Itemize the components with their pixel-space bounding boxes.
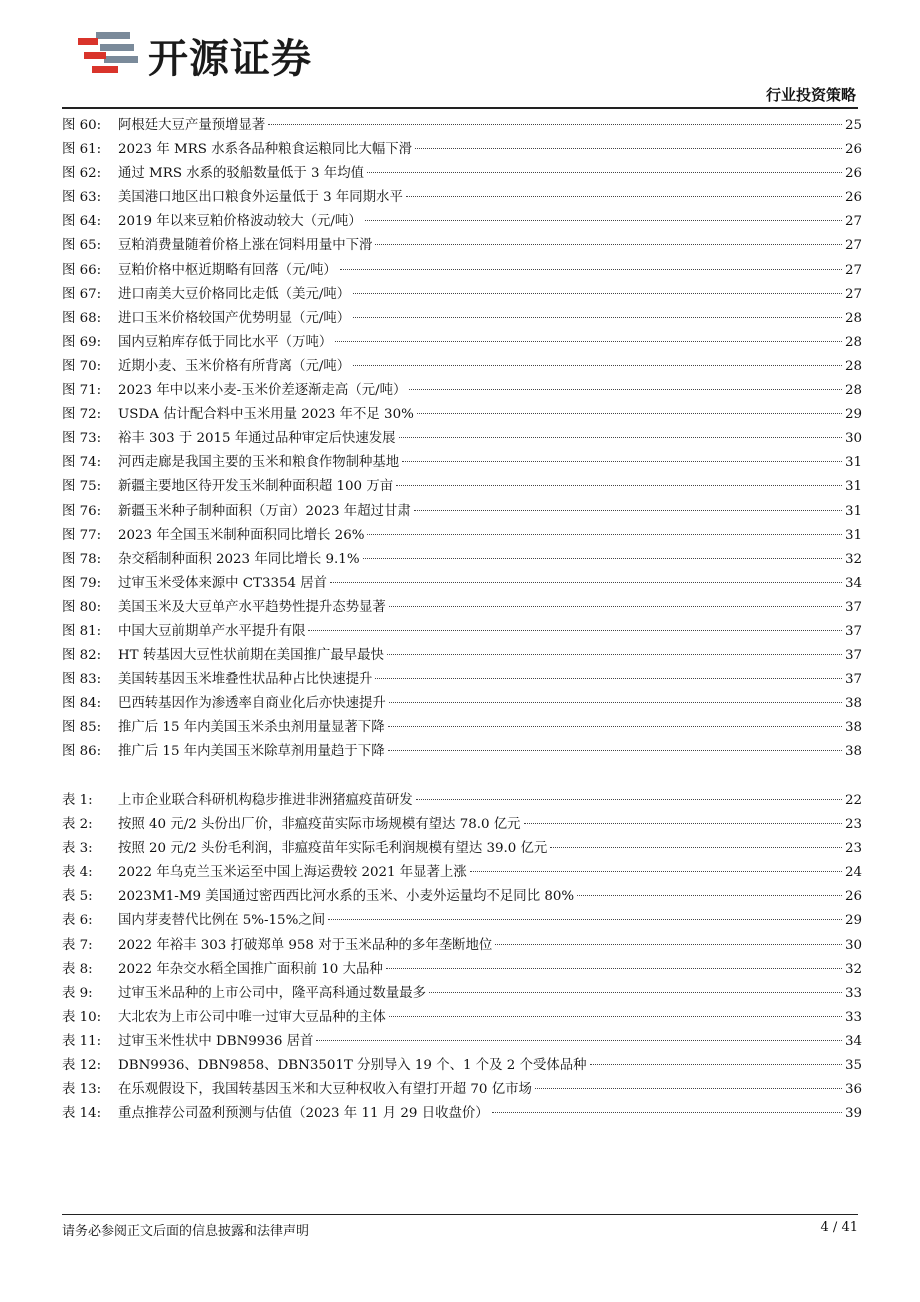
figure-entry-page: 28 [844, 358, 862, 374]
figure-entry-page: 37 [844, 623, 862, 639]
figure-entry-title: 国内豆粕库存低于同比水平（万吨） [118, 334, 333, 350]
dot-leader [316, 1040, 842, 1041]
table-entry-page: 36 [844, 1082, 862, 1098]
table-entry-page: 23 [844, 817, 862, 833]
figure-entry-label: 图 65: [62, 238, 102, 254]
table-entry-title: 重点推荐公司盈利预测与估值（2023 年 11 月 29 日收盘价） [118, 1106, 489, 1122]
figure-entry-title: 阿根廷大豆产量预增显著 [118, 118, 266, 133]
figure-entry-page: 37 [844, 672, 862, 688]
table-entry-title: 过审玉米性状中 DBN9936 居首 [118, 1033, 314, 1049]
table-entry-label: 表 1: [62, 793, 93, 808]
table-entry-page: 33 [844, 1009, 862, 1025]
figure-entry-label: 图 83: [62, 672, 102, 688]
table-entry-title: DBN9936、DBN9858、DBN3501T 分别导入 19 个、1 个及 2 个受体品种 [118, 1058, 587, 1074]
dot-leader [495, 944, 842, 945]
table-entry-label: 表 2: [62, 817, 93, 833]
table-entry-title: 国内芽麦替代比例在 5%-15%之间 [118, 913, 326, 929]
figure-entry-page: 38 [844, 744, 862, 760]
page-number: 4 / 41 [820, 1220, 858, 1235]
table-entry[interactable] [62, 909, 862, 933]
table-entry-title: 在乐观假设下，我国转基因玉米和大豆种权收入有望打开超 70 亿市场 [118, 1082, 532, 1098]
dot-leader [365, 220, 842, 221]
table-entry-title: 按照 20 元/2 头份毛利润，非瘟疫苗年实际毛利润规模有望达 39.0 亿元 [118, 841, 548, 857]
table-entry-label: 表 11: [62, 1033, 102, 1049]
dot-leader [353, 293, 842, 294]
figure-entry-title: 河西走廊是我国主要的玉米和粮食作物制种基地 [118, 455, 400, 471]
dot-leader [577, 895, 842, 896]
figure-entry-page: 31 [844, 503, 862, 519]
figure-entry-label: 图 84: [62, 696, 102, 712]
table-entry-page: 23 [844, 841, 862, 857]
figure-entry-page: 31 [844, 527, 862, 543]
figure-entry-title: 美国转基因玉米堆叠性状品种占比快速提升 [118, 672, 373, 688]
figure-entry-label: 图 75: [62, 479, 102, 495]
figure-entry-page: 31 [844, 455, 862, 471]
figure-entry-title: 近期小麦、玉米价格有所背离（元/吨） [118, 358, 351, 374]
company-logo [74, 26, 312, 84]
table-entry-page: 34 [844, 1033, 862, 1049]
figure-entry-label: 图 80: [62, 599, 102, 615]
figure-entry-label: 图 76: [62, 503, 102, 519]
figure-entry-title: 中国大豆前期单产水平提升有限 [118, 623, 306, 639]
figure-entry[interactable] [62, 379, 862, 403]
table-entry[interactable] [62, 1078, 862, 1102]
figure-entry[interactable] [62, 620, 862, 644]
figure-entry-title: 美国港口地区出口粮食外运量低于 3 年同期水平 [118, 190, 403, 206]
figure-entry-label: 图 78: [62, 551, 102, 567]
table-entry-page: 22 [844, 793, 862, 808]
figure-entry[interactable] [62, 692, 862, 716]
figure-entry-page: 37 [844, 648, 862, 664]
figure-entry[interactable] [62, 259, 862, 283]
figure-entry[interactable] [62, 451, 862, 475]
dot-leader [363, 558, 842, 559]
dot-leader [367, 172, 842, 173]
figure-entry-label: 图 62: [62, 166, 102, 182]
figure-entry-page: 28 [844, 383, 862, 399]
table-entry[interactable] [62, 982, 862, 1006]
table-entry-label: 表 8: [62, 961, 93, 977]
table-entry-page: 30 [844, 937, 862, 953]
table-entry[interactable] [62, 813, 862, 837]
figure-entry[interactable] [62, 644, 862, 668]
table-list [62, 789, 862, 1126]
table-entry-title: 2022 年裕丰 303 打破郑单 958 对于玉米品种的多年垄断地位 [118, 937, 493, 953]
table-entry-title: 过审玉米品种的上市公司中，隆平高科通过数量最多 [118, 985, 426, 1001]
table-entry-title: 按照 40 元/2 头份出厂价，非瘟疫苗实际市场规模有望达 78.0 亿元 [118, 817, 521, 833]
table-entry-title: 2022 年乌克兰玉米运至中国上海运费较 2021 年显著上涨 [118, 865, 467, 881]
dot-leader [550, 847, 842, 848]
figure-entry[interactable] [62, 283, 862, 307]
table-entry[interactable] [62, 934, 862, 958]
dot-leader [308, 630, 841, 631]
figure-entry-label: 图 81: [62, 623, 102, 639]
dot-leader [417, 413, 842, 414]
figure-entry[interactable] [62, 427, 862, 451]
table-entry[interactable] [62, 1054, 862, 1078]
dot-leader [353, 365, 842, 366]
figure-entry[interactable] [62, 596, 862, 620]
dot-leader [387, 654, 842, 655]
dot-leader [415, 148, 842, 149]
figure-entry-label: 图 79: [62, 575, 102, 591]
figure-entry-title: 推广后 15 年内美国玉米杀虫剂用量显著下降 [118, 720, 385, 736]
table-entry-page: 35 [844, 1058, 862, 1074]
dot-leader [340, 269, 842, 270]
header-divider [62, 107, 858, 109]
dot-leader [402, 461, 842, 462]
figure-entry[interactable] [62, 572, 862, 596]
figure-entry[interactable] [62, 524, 862, 548]
dot-leader [590, 1064, 842, 1065]
figure-entry-label: 图 86: [62, 744, 102, 760]
figure-entry[interactable] [62, 331, 862, 355]
figure-entry-title: 通过 MRS 水系的驳船数量低于 3 年均值 [118, 166, 364, 182]
figure-entry[interactable] [62, 186, 862, 210]
logo-mark-icon [74, 26, 138, 84]
figure-entry[interactable] [62, 403, 862, 427]
figure-entry-label: 图 85: [62, 720, 102, 736]
figure-entry-page: 38 [844, 720, 862, 736]
table-entry[interactable] [62, 885, 862, 909]
figure-entry-title: 杂交稻制种面积 2023 年同比增长 9.1% [118, 551, 360, 567]
figure-entry[interactable] [62, 740, 862, 764]
figure-entry-label: 图 64: [62, 214, 102, 230]
figure-entry-page: 26 [844, 190, 862, 206]
figure-entry-title: 裕丰 303 于 2015 年通过品种审定后快速发展 [118, 431, 396, 447]
figure-entry-label: 图 74: [62, 455, 102, 471]
figure-entry-page: 28 [844, 310, 862, 326]
figure-entry-title: 新疆主要地区待开发玉米制种面积超 100 万亩 [118, 479, 394, 495]
figure-entry-page: 38 [844, 696, 862, 712]
dot-leader [524, 823, 842, 824]
dot-leader [406, 196, 842, 197]
dot-leader [429, 992, 842, 993]
figure-entry-title: 2023 年中以来小麦-玉米价差逐渐走高（元/吨） [118, 383, 407, 399]
figure-entry-page: 32 [844, 551, 862, 567]
table-entry-page: 24 [844, 865, 862, 881]
table-entry-title: 上市企业联合科研机构稳步推进非洲猪瘟疫苗研发 [118, 793, 413, 808]
figure-entry-label: 图 70: [62, 358, 102, 374]
figure-entry-title: USDA 估计配合料中玉米用量 2023 年不足 30% [118, 407, 414, 423]
figure-entry-title: 巴西转基因作为渗透率自商业化后亦快速提升 [118, 696, 386, 712]
table-entry-page: 33 [844, 985, 862, 1001]
figure-entry-title: 豆粕消费量随着价格上涨在饲料用量中下滑 [118, 238, 373, 254]
dot-leader [367, 534, 842, 535]
table-entry-label: 表 9: [62, 985, 93, 1001]
table-entry[interactable] [62, 837, 862, 861]
dot-leader [388, 750, 842, 751]
dot-leader [389, 1016, 842, 1017]
figure-entry-label: 图 60: [62, 118, 102, 133]
table-entry[interactable] [62, 1102, 862, 1126]
table-entry-label: 表 13: [62, 1082, 102, 1098]
figure-entry-page: 27 [844, 238, 862, 254]
dot-leader [416, 799, 842, 800]
table-entry[interactable] [62, 958, 862, 982]
dot-leader [330, 582, 842, 583]
dot-leader [335, 341, 842, 342]
table-entry-label: 表 7: [62, 937, 93, 953]
dot-leader [375, 678, 842, 679]
table-entry-label: 表 10: [62, 1009, 102, 1025]
dot-leader [388, 726, 842, 727]
figure-entry-label: 图 73: [62, 431, 102, 447]
figure-entry-label: 图 66: [62, 262, 102, 278]
figure-entry-title: 豆粕价格中枢近期略有回落（元/吨） [118, 262, 337, 278]
figure-entry-page: 26 [844, 166, 862, 182]
figure-entry[interactable] [62, 210, 862, 234]
figure-entry-page: 37 [844, 599, 862, 615]
figure-entry-label: 图 82: [62, 648, 102, 664]
page-header [0, 0, 920, 110]
figure-entry[interactable] [62, 500, 862, 524]
table-entry-title: 大北农为上市公司中唯一过审大豆品种的主体 [118, 1009, 386, 1025]
figure-entry-label: 图 61: [62, 142, 102, 158]
dot-leader [375, 244, 842, 245]
table-entry-page: 32 [844, 961, 862, 977]
table-entry-label: 表 5: [62, 889, 93, 905]
figure-entry-page: 27 [844, 262, 862, 278]
table-entry[interactable] [62, 1030, 862, 1054]
dot-leader [535, 1088, 842, 1089]
dot-leader [414, 510, 842, 511]
figure-entry-title: 美国玉米及大豆单产水平趋势性提升态势显著 [118, 599, 386, 615]
figure-entry-title: 进口玉米价格较国产优势明显（元/吨） [118, 310, 351, 326]
table-entry-label: 表 12: [62, 1058, 102, 1074]
table-entry-page: 39 [844, 1106, 862, 1122]
table-entry[interactable] [62, 1006, 862, 1030]
dot-leader [328, 919, 842, 920]
dot-leader [470, 871, 842, 872]
figure-entry-page: 26 [844, 142, 862, 158]
figure-entry-title: 2019 年以来豆粕价格波动较大（元/吨） [118, 214, 362, 230]
figure-entry-title: 2023 年 MRS 水系各品种粮食运粮同比大幅下滑 [118, 142, 413, 158]
figure-entry-title: 2023 年全国玉米制种面积同比增长 26% [118, 527, 365, 543]
figure-entry-title: 新疆玉米种子制种面积（万亩）2023 年超过甘肃 [118, 503, 411, 519]
figure-list [62, 114, 862, 765]
figure-entry-page: 34 [844, 575, 862, 591]
figure-entry[interactable] [62, 716, 862, 740]
figure-entry-label: 图 68: [62, 310, 102, 326]
figure-entry-label: 图 67: [62, 286, 102, 302]
dot-leader [399, 437, 842, 438]
figure-entry[interactable] [62, 355, 862, 379]
dot-leader [268, 124, 842, 125]
table-entry-label: 表 4: [62, 865, 93, 881]
dot-leader [386, 968, 842, 969]
table-entry-page: 26 [844, 889, 862, 905]
figure-entry-page: 30 [844, 431, 862, 447]
dot-leader [389, 606, 842, 607]
company-name: 开源证券 [148, 35, 312, 82]
table-entry-page: 29 [844, 913, 862, 929]
figure-entry[interactable] [62, 668, 862, 692]
report-category: 行业投资策略 [765, 86, 856, 104]
figure-entry[interactable] [62, 475, 862, 499]
figure-entry-label: 图 72: [62, 407, 102, 423]
figure-entry[interactable] [62, 138, 862, 162]
dot-leader [409, 389, 842, 390]
figure-entry-title: 推广后 15 年内美国玉米除草剂用量趋于下降 [118, 744, 385, 760]
table-entry[interactable] [62, 861, 862, 885]
table-entry-label: 表 3: [62, 841, 93, 857]
figure-entry-label: 图 77: [62, 527, 102, 543]
dot-leader [492, 1112, 842, 1113]
figure-entry-label: 图 71: [62, 383, 102, 399]
figure-entry-page: 27 [844, 214, 862, 230]
figure-entry-page: 27 [844, 286, 862, 302]
dot-leader [389, 702, 842, 703]
figure-entry-title: 过审玉米受体来源中 CT3354 居首 [118, 575, 328, 591]
table-entry-label: 表 6: [62, 913, 93, 929]
footer-divider [62, 1214, 858, 1215]
table-entry-title: 2022 年杂交水稻全国推广面积前 10 大品种 [118, 961, 383, 977]
figure-entry[interactable] [62, 548, 862, 572]
figure-entry-label: 图 69: [62, 334, 102, 350]
figure-entry[interactable] [62, 162, 862, 186]
figure-entry[interactable] [62, 234, 862, 258]
figure-entry-page: 31 [844, 479, 862, 495]
figure-entry-title: HT 转基因大豆性状前期在美国推广最早最快 [118, 648, 384, 664]
dot-leader [396, 485, 842, 486]
table-entry-title: 2023M1-M9 美国通过密西西比河水系的玉米、小麦外运量均不足同比 80% [118, 889, 575, 905]
table-entry-label: 表 14: [62, 1106, 102, 1122]
figure-entry-page: 25 [844, 118, 862, 133]
figure-entry-title: 进口南美大豆价格同比走低（美元/吨） [118, 286, 351, 302]
figure-entry[interactable] [62, 114, 862, 138]
figure-entry-page: 29 [844, 407, 862, 423]
dot-leader [353, 317, 842, 318]
footer-disclaimer: 请务必参阅正文后面的信息披露和法律声明 [62, 1224, 310, 1239]
figure-entry[interactable] [62, 307, 862, 331]
figure-entry-page: 28 [844, 334, 862, 350]
figure-entry-label: 图 63: [62, 190, 102, 206]
table-entry[interactable] [62, 789, 862, 813]
